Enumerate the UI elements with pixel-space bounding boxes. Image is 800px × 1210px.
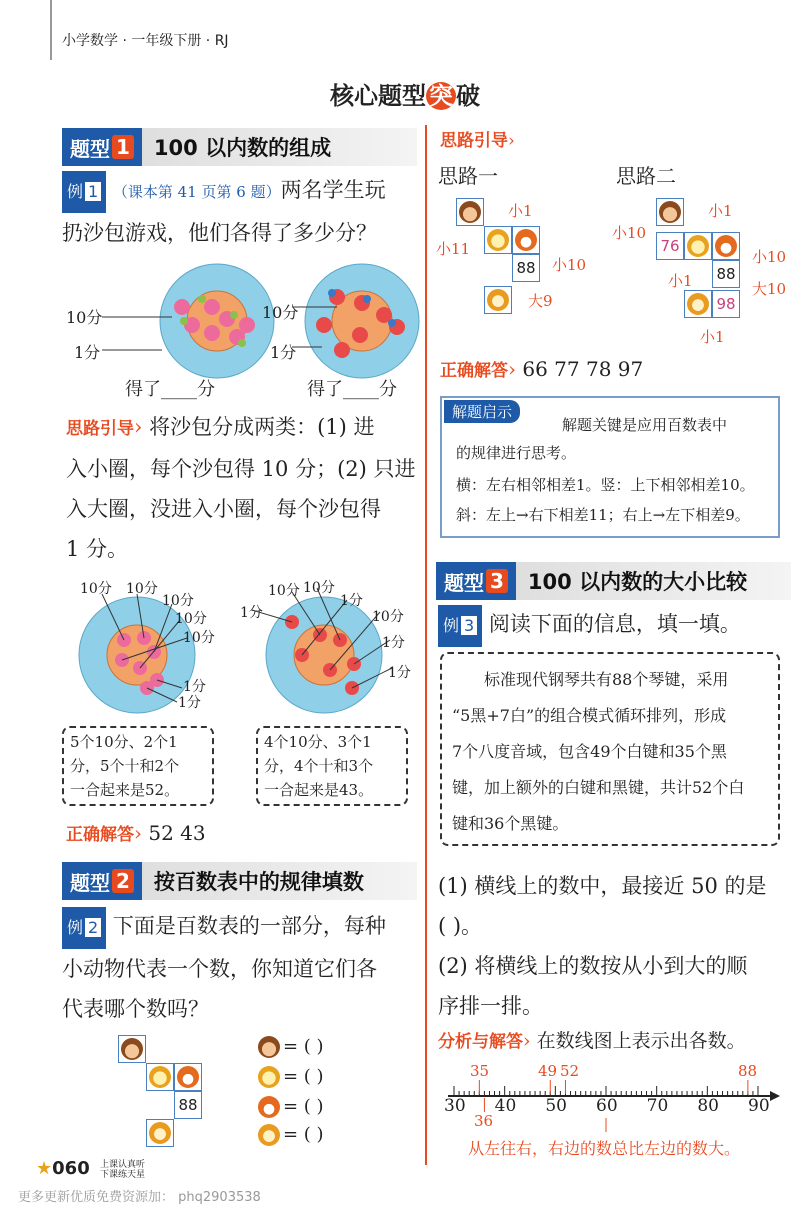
fox-icon <box>515 229 537 251</box>
watermark: 更多更新优质免费资源加： phq2903538 <box>18 1190 261 1205</box>
ll-1: 10分 <box>126 581 158 597</box>
blank-fox[interactable]: = ( ) <box>283 1096 324 1117</box>
mark-36: 36 <box>474 1112 494 1130</box>
target-figures-annotated <box>62 580 422 720</box>
explain-box-2: 4个10分、3个1 分，4个十和3个 一合起来是43。 <box>256 726 408 806</box>
monkey-icon <box>659 201 681 223</box>
tick-label: 50 <box>545 1096 567 1116</box>
i2-s10a: 小10 <box>612 224 647 242</box>
got-2: 得了____分 <box>307 379 397 400</box>
i1-monkey <box>456 198 484 226</box>
tick-label: 80 <box>697 1096 719 1116</box>
label-10b: 10分 <box>262 303 299 322</box>
blank-tiger[interactable]: = ( ) <box>283 1124 324 1145</box>
column-divider <box>425 125 427 1165</box>
i1-fox <box>512 226 540 254</box>
label-1b: 1分 <box>270 343 297 362</box>
q2-header <box>62 862 417 900</box>
i2-s1c: 小1 <box>700 328 725 346</box>
right-guide: 思路引导› <box>440 131 515 151</box>
mark-49: 49 <box>538 1062 558 1080</box>
tick-label: 40 <box>494 1096 517 1116</box>
q1-guide: 思路引导› 将沙包分成两类：(1) 进 入小圈，每个沙包得 10 分；(2) 只进 入大圈，没进入小圈，每个沙包得 1 分。 <box>66 415 416 561</box>
info-box: 标准现代钢琴共有88个琴键，采用 “5黑+7白”的组合模式循环排列，形成 7个八度音域，包含49个白键和35个黑 键，加上额外的白键和黑键，共计52个白 键和36个黑键。 <box>440 652 780 846</box>
i1-s1: 小1 <box>508 202 533 220</box>
i1-dog <box>484 226 512 254</box>
idea-1: 思路一 <box>438 164 498 188</box>
rl-6: 1分 <box>388 665 411 681</box>
q3-tag: 题型 3 <box>436 562 516 600</box>
i2-monkey <box>656 198 684 226</box>
tiger-icon <box>487 289 509 311</box>
q2-tag: 题型 2 <box>62 862 142 900</box>
conclusion: 从左往右，右边的数总比左边的数大。 <box>468 1139 741 1158</box>
grid-cell-88: 88 <box>174 1091 202 1119</box>
tick-label: 70 <box>646 1096 669 1116</box>
mark-88: 88 <box>738 1062 758 1080</box>
i2-76: 76 <box>656 232 684 260</box>
rl-2: 10分 <box>303 580 335 596</box>
i2-s10b: 小10 <box>752 248 787 266</box>
q3-title: 100 以内数的大小比较 <box>527 570 748 594</box>
ll-2: 10分 <box>162 593 194 609</box>
banner: 核心题型 突 破 <box>330 82 480 110</box>
hint-title: 解题启示 <box>444 400 520 423</box>
hint-box: 解题启示 解题关键是应用百数表中 的规律进行思考。 横：左右相邻相差1。竖：上下相邻相差10。 斜：左上→右下相差11；右上→左下相差9。 <box>440 396 780 538</box>
fox-icon <box>258 1096 280 1118</box>
tiger-icon <box>149 1122 171 1144</box>
rl-1: 10分 <box>268 583 300 599</box>
i1-88: 88 <box>512 254 540 282</box>
dog-icon <box>687 235 709 257</box>
i2-dog <box>684 232 712 260</box>
rl-5: 1分 <box>382 635 405 651</box>
idea-2: 思路二 <box>616 164 676 188</box>
q3-questions: (1) 横线上的数中，最接近 50 的是 ( )。 (2) 将横线上的数按从小到大的顺 序排一排。 <box>438 874 767 1018</box>
tiger-icon <box>687 293 709 315</box>
tiger-icon <box>258 1124 280 1146</box>
ll-4: 10分 <box>183 630 215 646</box>
slogan: 上课认真听 下课练天星 <box>100 1160 146 1180</box>
blank-dog[interactable]: = ( ) <box>283 1066 324 1087</box>
book-title: 小学数学 · 一年级下册 · RJ <box>62 33 229 49</box>
got-1: 得了____分 <box>125 379 215 400</box>
mark-52: 52 <box>560 1062 580 1080</box>
i2-s1a: 小1 <box>708 202 733 220</box>
fox-icon <box>715 235 737 257</box>
mark-35: 35 <box>470 1062 490 1080</box>
i2-fox <box>712 232 740 260</box>
i1-tiger <box>484 286 512 314</box>
q1-header <box>62 128 417 166</box>
right-answer: 正确解答› 66 77 78 97 <box>440 357 644 381</box>
q3-example: 例 3 阅读下面的信息，填一填。 <box>438 604 741 647</box>
monkey-icon <box>258 1036 280 1058</box>
q3-header <box>436 562 791 600</box>
monkey-icon <box>459 201 481 223</box>
answer-tiger <box>258 1124 280 1146</box>
q1-example: 例 1 （课本第 41 页第 6 题）两名学生玩 扔沙包游戏，他们各得了多少分？ <box>62 170 422 253</box>
ll-3: 10分 <box>175 611 207 627</box>
explain-box-1: 5个10分、2个1 分，5个十和2个 一合起来是52。 <box>62 726 214 806</box>
q1-tag: 题型 1 <box>62 128 142 166</box>
fox-icon <box>177 1066 199 1088</box>
rl-0: 1分 <box>240 605 263 621</box>
i2-tiger <box>684 290 712 318</box>
ex1-tag: 例 1 <box>62 171 106 213</box>
ll-6: 1分 <box>178 695 201 711</box>
i1-b9: 大9 <box>528 292 553 310</box>
answer-dog <box>258 1066 280 1088</box>
q2-title: 按百数表中的规律填数 <box>153 870 364 894</box>
grid-cell-fox <box>174 1063 202 1091</box>
page-number: ★060 <box>36 1158 90 1179</box>
answer-fox <box>258 1096 280 1118</box>
label-10: 10分 <box>66 308 103 327</box>
grid-cell-tiger <box>146 1119 174 1147</box>
grid-cell-monkey <box>118 1035 146 1063</box>
blank-monkey[interactable]: = ( ) <box>283 1036 324 1057</box>
label-1: 1分 <box>74 343 101 362</box>
tick-label: 30 <box>444 1096 466 1116</box>
i2-b10: 大10 <box>752 280 787 298</box>
i2-98: 98 <box>712 290 740 318</box>
grid-cell-dog <box>146 1063 174 1091</box>
page-corner <box>0 0 52 60</box>
q1-answer: 正确解答› 52 43 <box>66 821 206 845</box>
i1-s11: 小11 <box>436 240 471 258</box>
q2-example: 例 2 下面是百数表的一部分，每种 小动物代表一个数，你知道它们各 代表哪个数吗？ <box>62 906 422 1029</box>
answer-monkey <box>258 1036 280 1058</box>
i2-88: 88 <box>712 260 740 288</box>
q3-analysis: 分析与解答› 在数线图上表示出各数。 <box>438 1030 746 1052</box>
q1-title: 100 以内数的组成 <box>153 136 332 160</box>
dog-icon <box>149 1066 171 1088</box>
i2-s1b: 小1 <box>668 272 693 290</box>
target-figures <box>62 255 422 395</box>
dog-icon <box>487 229 509 251</box>
tick-label: 60 <box>596 1096 618 1116</box>
dog-icon <box>258 1066 280 1088</box>
monkey-icon <box>121 1038 143 1060</box>
rl-3: 1分 <box>340 593 363 609</box>
i1-s10: 小10 <box>552 256 587 274</box>
tick-label: 90 <box>748 1096 770 1116</box>
rl-4: 10分 <box>372 609 404 625</box>
ll-5: 1分 <box>183 679 206 695</box>
ll-0: 10分 <box>80 581 112 597</box>
